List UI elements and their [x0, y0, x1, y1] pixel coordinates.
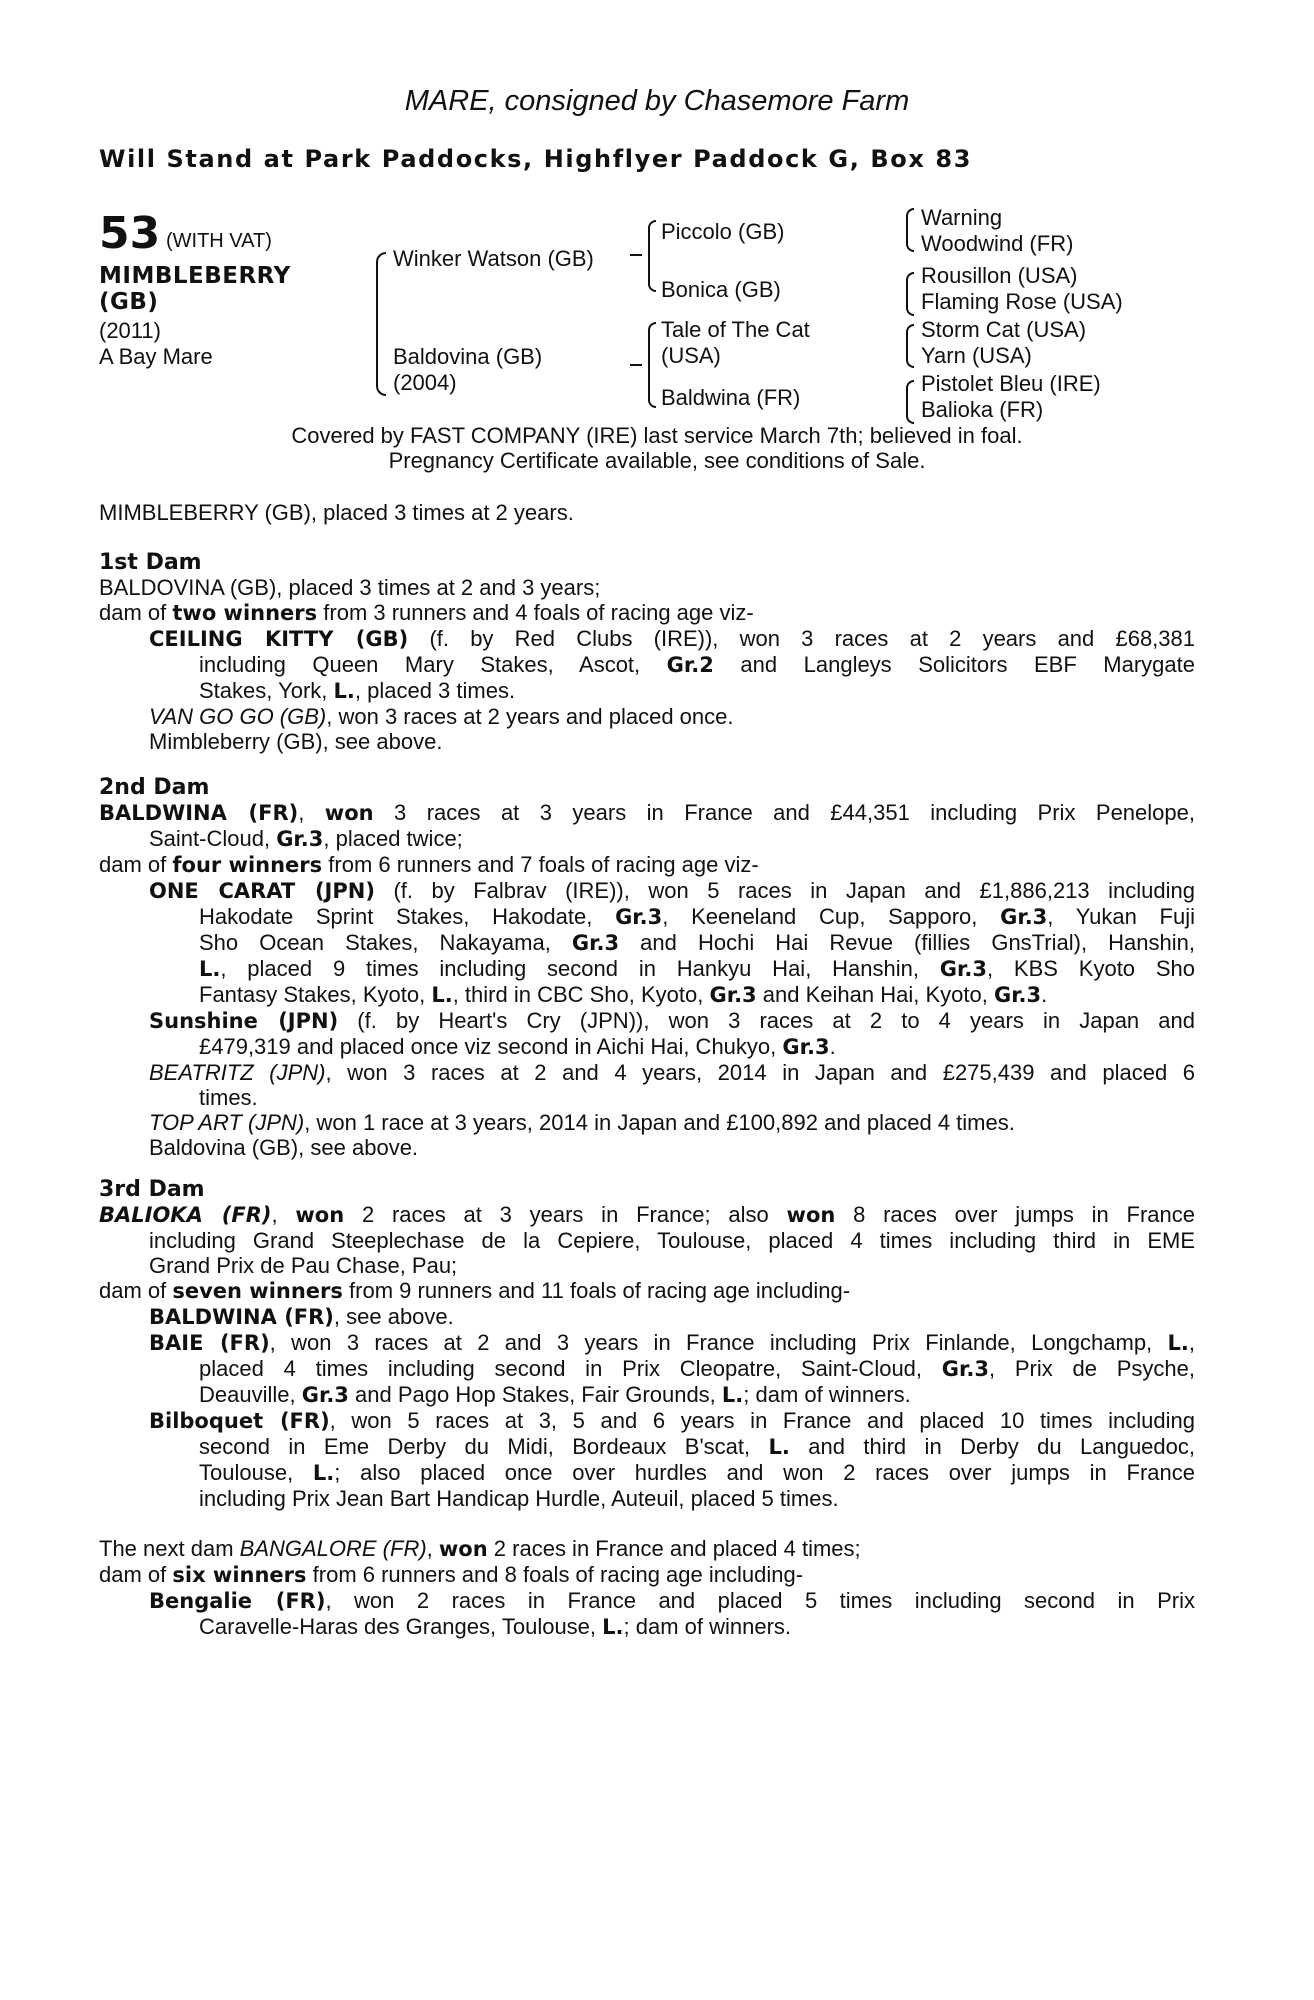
produce-entry-cont: Sho Ocean Stakes, Nakayama, Gr.3 and Hochi Hai Revue (fillies GnsTrial), Hanshin, — [199, 930, 1195, 955]
pedigree-ssd: Woodwind (FR) — [921, 231, 1074, 256]
produce-entry-cont: Fantasy Stakes, Kyoto, L., third in CBC Sho, Kyoto, Gr.3 and Keihan Hai, Kyoto, Gr.3. — [199, 982, 1048, 1007]
produce-entry-cont: Hakodate Sprint Stakes, Hakodate, Gr.3, Keeneland Cup, Sapporo, Gr.3, Yukan Fuji — [199, 904, 1195, 929]
dam-produce-line: dam of six winners from 6 runners and 8 foals of racing age including- — [99, 1562, 804, 1587]
pedigree-ss: Piccolo (GB) — [661, 219, 785, 244]
produce-entry: BALDWINA (FR), see above. — [149, 1304, 454, 1329]
produce-entry: ONE CARAT (JPN) (f. by Falbrav (IRE)), won 5 races in Japan and £1,886,213 including — [149, 878, 1195, 903]
dam-line: BALDOVINA (GB), placed 3 times at 2 and 3 years; — [99, 575, 601, 600]
second-dam-section — [99, 775, 1195, 1160]
produce-entry-cont: including Prix Jean Bart Handicap Hurdle, Auteuil, placed 5 times. — [199, 1486, 839, 1511]
pedigree-sss: Warning — [921, 205, 1003, 230]
dam-line-cont: Grand Prix de Pau Chase, Pau; — [149, 1253, 458, 1278]
produce-entry-cont: second in Eme Derby du Midi, Bordeaux B'scat, L. and third in Derby du Languedoc, — [199, 1434, 1195, 1459]
dam-produce-line: dam of two winners from 3 runners and 4 foals of racing age viz- — [99, 600, 754, 625]
produce-entry: Bilboquet (FR), won 5 races at 3, 5 and 6 years in France and placed 10 times including — [149, 1408, 1195, 1433]
horse-name: MIMBLEBERRY — [99, 263, 291, 289]
stand-location: Will Stand at Park Paddocks, Highflyer Paddock G, Box 83 — [99, 145, 973, 173]
dam-produce-line: dam of four winners from 6 runners and 7 foals of racing age viz- — [99, 852, 759, 877]
intro-line: MIMBLEBERRY (GB), placed 3 times at 2 years. — [99, 500, 574, 525]
page-title: MARE, consigned by Chasemore Farm — [404, 85, 910, 117]
produce-entry-cont: Stakes, York, L., placed 3 times. — [199, 678, 516, 703]
pedigree-brace-main — [376, 252, 386, 396]
pedigree-dam: Baldovina (GB) — [393, 344, 543, 369]
dam-line: BALIOKA (FR), won 2 races at 3 years in France; also won 8 races over jumps in France — [99, 1202, 1196, 1227]
produce-entry-cont: L., placed 9 times including second in Hankyu Hai, Hanshin, Gr.3, KBS Kyoto Sho — [199, 956, 1196, 981]
horse-description: A Bay Mare — [99, 344, 213, 369]
pregnancy-note: Pregnancy Certificate available, see conditions of Sale. — [388, 448, 926, 473]
produce-entry-cont: including Queen Mary Stakes, Ascot, Gr.2 and Langleys Solicitors EBF Marygate — [199, 652, 1195, 677]
pedigree-dd: Baldwina (FR) — [661, 385, 801, 410]
produce-entry-cont: Caravelle-Haras des Granges, Toulouse, L.; dam of winners. — [199, 1614, 792, 1639]
pedigree-dam-year: (2004) — [393, 370, 457, 395]
pedigree-dss: Storm Cat (USA) — [921, 317, 1087, 342]
vat-label: (WITH VAT) — [166, 230, 272, 252]
third-dam-section — [99, 1177, 1195, 1511]
produce-entry: BEATRITZ (JPN), won 3 races at 2 and 4 years, 2014 in Japan and £275,439 and placed 6 — [149, 1060, 1195, 1085]
pedigree-sds: Rousillon (USA) — [921, 263, 1078, 288]
dam-line: The next dam BANGALORE (FR), won 2 races in France and placed 4 times; — [99, 1536, 861, 1561]
produce-entry-cont: £479,319 and placed once viz second in Aichi Hai, Chukyo, Gr.3. — [199, 1034, 836, 1059]
pedigree-brace-tick — [630, 364, 642, 366]
pedigree-brace-tick — [630, 254, 642, 256]
pedigree-brace-g — [906, 208, 914, 252]
pedigree-brace-sire — [648, 220, 656, 292]
produce-entry-cont: Toulouse, L.; also placed once over hurdles and won 2 races over jumps in France — [199, 1460, 1195, 1485]
produce-entry: BAIE (FR), won 3 races at 2 and 3 years in France including Prix Finlande, Longchamp, L., — [149, 1330, 1195, 1355]
horse-suffix: (GB) — [99, 289, 159, 315]
section-heading: 2nd Dam — [99, 775, 210, 800]
produce-entry: CEILING KITTY (GB) (f. by Red Clubs (IRE)), won 3 races at 2 years and £68,381 — [149, 626, 1196, 651]
covered-by: Covered by FAST COMPANY (IRE) last service March 7th; believed in foal. — [291, 423, 1023, 448]
pedigree-ds: Tale of The Cat — [661, 317, 810, 342]
lot-number: 53 — [99, 208, 161, 259]
pedigree-ds-suffix: (USA) — [661, 343, 721, 368]
produce-entry: Bengalie (FR), won 2 races in France and placed 5 times including second in Prix — [149, 1588, 1195, 1613]
pedigree-brace-g — [906, 324, 914, 368]
pedigree-sire: Winker Watson (GB) — [393, 246, 594, 271]
dam-line-cont: Saint-Cloud, Gr.3, placed twice; — [149, 826, 463, 851]
pedigree-ddd: Balioka (FR) — [921, 397, 1044, 422]
first-dam-section — [99, 550, 1195, 754]
foaling-year: (2011) — [99, 318, 161, 343]
dam-line: BALDWINA (FR), won 3 races at 3 years in France and £44,351 including Prix Penelope, — [99, 800, 1195, 825]
pedigree-brace-g — [906, 272, 914, 316]
dam-produce-line: dam of seven winners from 9 runners and 11 foals of racing age including- — [99, 1278, 851, 1303]
produce-entry: Sunshine (JPN) (f. by Heart's Cry (JPN)), won 3 races at 2 to 4 years in Japan and — [149, 1008, 1195, 1033]
produce-entry: Mimbleberry (GB), see above. — [149, 729, 443, 754]
produce-entry-cont: placed 4 times including second in Prix Cleopatre, Saint-Cloud, Gr.3, Prix de Psyche, — [199, 1356, 1195, 1381]
produce-entry-cont: Deauville, Gr.3 and Pago Hop Stakes, Fair Grounds, L.; dam of winners. — [199, 1382, 911, 1407]
next-dam-section — [99, 1536, 1195, 1640]
section-heading: 3rd Dam — [99, 1177, 205, 1202]
produce-entry: TOP ART (JPN), won 1 race at 3 years, 2014 in Japan and £100,892 and placed 4 times. — [149, 1110, 1015, 1135]
pedigree-dsd: Yarn (USA) — [921, 343, 1032, 368]
dam-line-cont: including Grand Steeplechase de la Cepiere, Toulouse, placed 4 times including third in EME — [149, 1228, 1195, 1253]
produce-entry-cont: times. — [199, 1085, 258, 1110]
pedigree-brace-g — [906, 380, 914, 424]
produce-entry: Baldovina (GB), see above. — [149, 1135, 419, 1160]
pedigree-sdd: Flaming Rose (USA) — [921, 289, 1123, 314]
pedigree-brace-dam — [648, 322, 656, 408]
pedigree-dds: Pistolet Bleu (IRE) — [921, 371, 1101, 396]
produce-entry: VAN GO GO (GB), won 3 races at 2 years and placed once. — [149, 704, 734, 729]
pedigree-sd: Bonica (GB) — [661, 277, 781, 302]
section-heading: 1st Dam — [99, 550, 202, 575]
